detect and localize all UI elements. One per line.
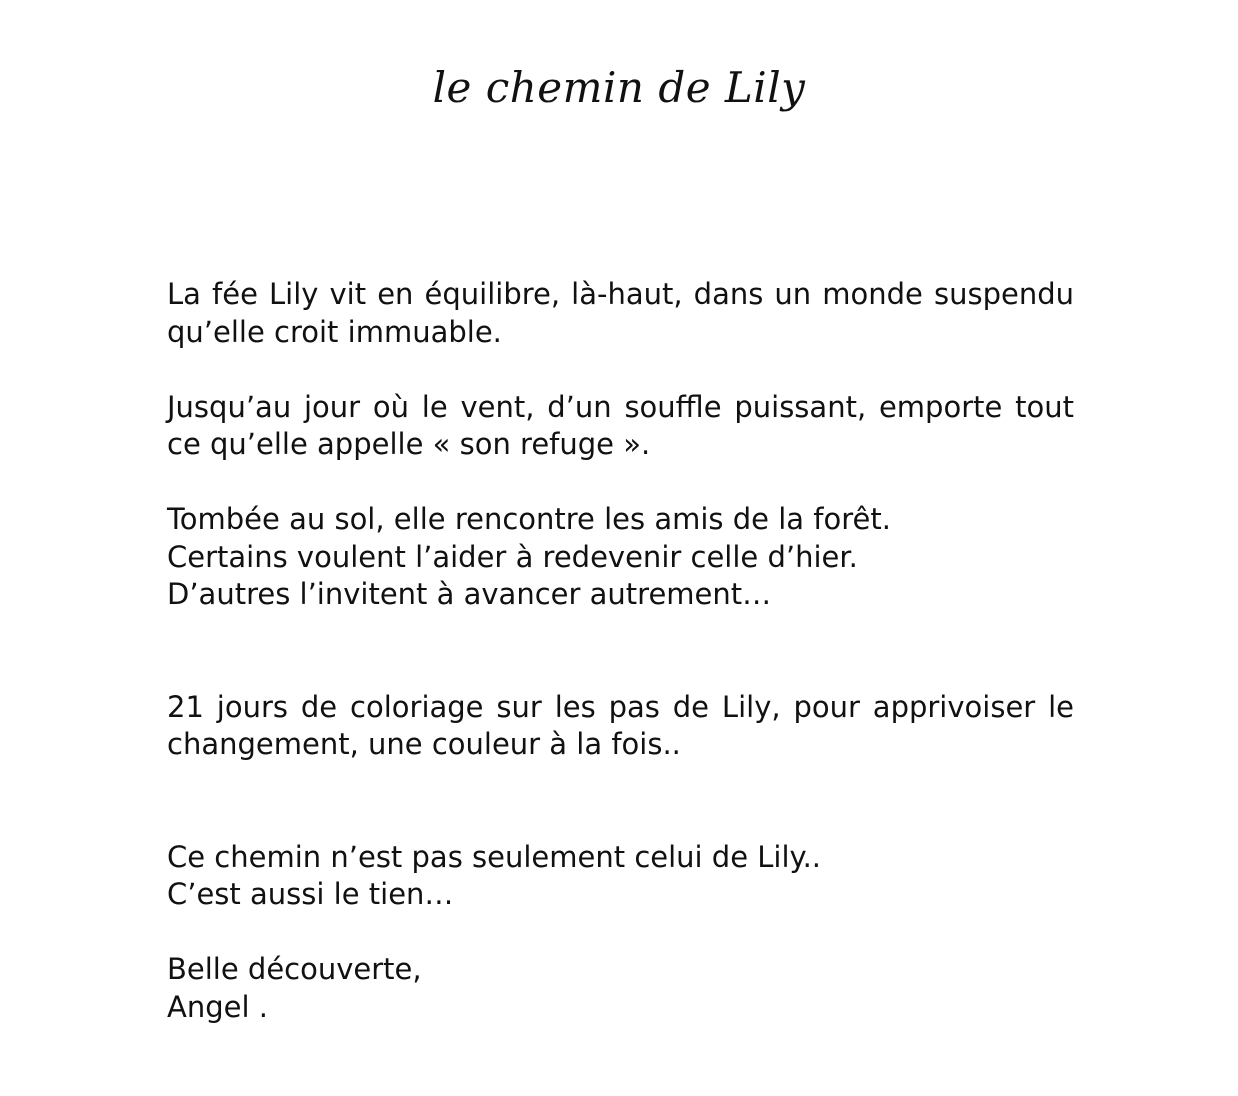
paragraph-forest-line-3: D’autres l’invitent à avancer autrement… xyxy=(167,577,772,611)
closing-greeting: Belle découverte, xyxy=(167,952,422,986)
spacer xyxy=(167,614,1074,689)
paragraph-forest xyxy=(167,501,1074,614)
paragraph-wind: Jusqu’au jour où le vent, d’un souffle puissant, emporte tout ce qu’elle appelle « son refuge ». xyxy=(167,389,1074,461)
paragraph-path-line-2: C’est aussi le tien… xyxy=(167,877,454,911)
paragraph-intro: La fée Lily vit en équilibre, là-haut, dans un monde suspendu qu’elle croit immuable. xyxy=(167,277,1074,349)
closing-signature: Angel . xyxy=(167,989,268,1024)
paragraph-forest-line-1: Tombée au sol, elle rencontre les amis de la forêt. xyxy=(167,502,891,536)
spacer xyxy=(167,464,1074,502)
paragraph-path xyxy=(167,839,1074,914)
paragraph-forest-line-2: Certains voulent l’aider à redevenir celle d’hier. xyxy=(167,539,858,574)
spacer xyxy=(167,351,1074,389)
spacer xyxy=(167,764,1074,839)
closing xyxy=(167,951,1074,1026)
paragraph-path-line-1: Ce chemin n’est pas seulement celui de Lily.. xyxy=(167,839,822,874)
page-title: le chemin de Lily xyxy=(432,63,806,112)
spacer xyxy=(167,914,1074,952)
paragraph-21-days: 21 jours de coloriage sur les pas de Lily, pour apprivoiser le changement, une couleur à la fois.. xyxy=(167,689,1074,761)
body-text xyxy=(167,276,1074,1026)
